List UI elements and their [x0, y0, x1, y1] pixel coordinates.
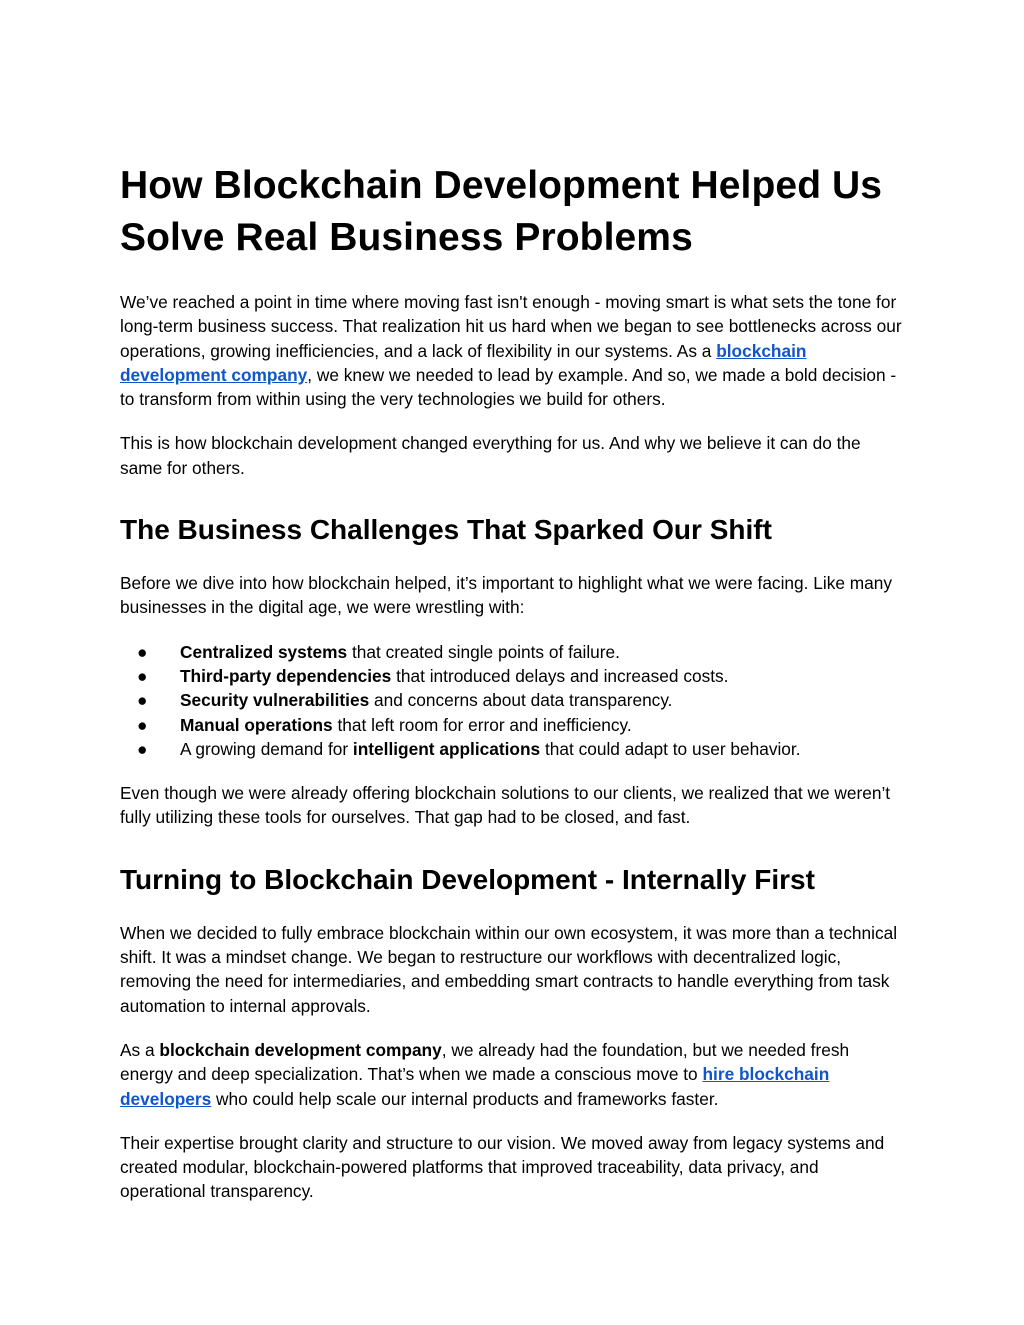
list-item-text: that created single points of failure.	[347, 641, 620, 662]
list-item-bold: intelligent applications	[352, 738, 541, 759]
internal-paragraph-3: Their expertise brought clarity and structure to our vision. We moved away from legacy systems and created modular, blockchain-powered platforms that improved traceability, data privacy, and operational transparency.	[120, 1132, 885, 1202]
list-item-bold: Manual operations	[180, 714, 333, 735]
section-heading-challenges: The Business Challenges That Sparked Our Shift	[120, 514, 772, 546]
blockchain-development-company-link[interactable]: blockchain development company	[120, 340, 807, 385]
list-item-bold: Security vulnerabilities	[180, 690, 370, 711]
internal-paragraph-2	[120, 1038, 904, 1111]
internal-paragraph-1: When we decided to fully embrace blockchain within our own ecosystem, it was more than a technical shift. It was a mindset change. We began to restructure our workflows with decentralized logic, removing the need for intermediaries, and embedding smart contracts to handle everything from task automation to internal approvals.	[120, 922, 898, 1016]
list-item	[120, 737, 904, 761]
bullet-icon: ●	[137, 641, 148, 662]
intro-text-before-link: We’ve reached a point in time where moving fast isn't enough - moving smart is what sets the tone for long-term business success. That realization hit us hard when we began to see bottlenecks across our operations, growing inefficiencies, and a lack of flexibility in our systems. As a	[120, 292, 902, 361]
bullet-icon: ●	[137, 690, 148, 711]
bullet-icon: ●	[137, 738, 148, 759]
list-item	[120, 688, 904, 712]
list-item-text: that could adapt to user behavior.	[540, 738, 801, 759]
bullet-icon: ●	[137, 714, 148, 735]
internal-text-middle: , we already had the foundation, but we needed fresh energy and deep specialization. That’s when we made a conscious move to	[120, 1039, 850, 1085]
intro-paragraph-2: This is how blockchain development changed everything for us. And why we believe it can do the same for others.	[120, 433, 861, 478]
intro-paragraph-1	[120, 290, 904, 411]
list-item	[120, 640, 904, 664]
list-item	[120, 664, 904, 688]
page-title: How Blockchain Development Helped Us Solve Real Business Problems	[120, 164, 883, 259]
challenges-closing-paragraph: Even though we were already offering blockchain solutions to our clients, we realized that we weren’t fully utilizing these tools for ourselves. That gap had to be closed, and fast.	[120, 783, 891, 828]
list-item-text: A growing demand for	[180, 738, 353, 759]
list-item-text: that left room for error and inefficiency.	[332, 714, 632, 735]
list-item-bold: Third-party dependencies	[180, 665, 392, 686]
list-item-text: and concerns about data transparency.	[369, 690, 673, 711]
internal-text-after-link: who could help scale our internal products and frameworks faster.	[211, 1088, 719, 1109]
list-item-bold: Centralized systems	[180, 641, 348, 662]
challenges-intro-paragraph: Before we dive into how blockchain helped, it’s important to highlight what we were facing. Like many businesses in the digital age, we were wrestling with:	[120, 573, 893, 618]
internal-bold-company: blockchain development company	[159, 1039, 442, 1060]
list-item-text: that introduced delays and increased costs.	[391, 665, 729, 686]
challenges-list	[120, 640, 904, 761]
intro-text-after-link: , we knew we needed to lead by example. And so, we made a bold decision - to transform from within using the very technologies we build for others.	[120, 364, 897, 410]
section-heading-internally-first: Turning to Blockchain Development - Internally First	[120, 863, 815, 895]
internal-text-before-bold: As a	[120, 1039, 160, 1060]
bullet-icon: ●	[137, 665, 148, 686]
hire-blockchain-developers-link[interactable]: hire blockchain developers	[120, 1064, 830, 1109]
list-item	[120, 713, 904, 737]
